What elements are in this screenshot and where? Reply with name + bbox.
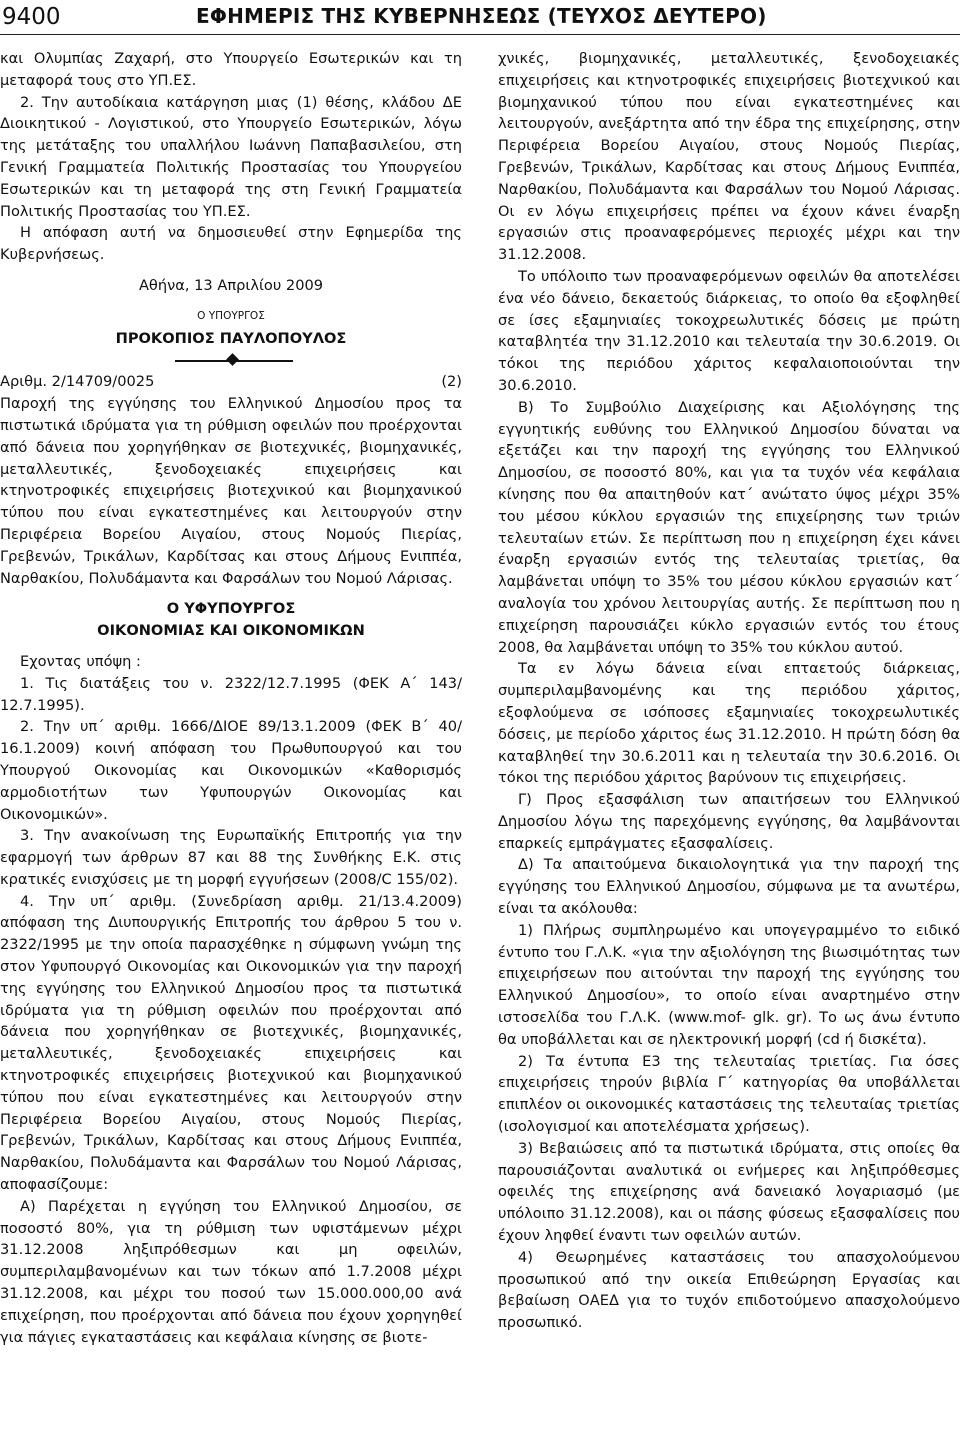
issuer-line-1: Ο ΥΦΥΠΟΥΡΓΟΣ — [166, 600, 296, 618]
considering-heading: Εχοντας υπόψη : — [20, 652, 141, 670]
right-paragraph-2: Το υπόλοιπο των προαναφερόμενων οφειλών θα αποτελέσει ένα νέο δάνειο, δεκαετούς διάρκειας, το οποίο θα εξοφληθεί σε ίσες εξαμηνιαίες τοκοχρεωλυτικές δόσεις με πρώτη καταβλητέα την 31.12.2010 και τελευταία την 30.6.2019. Οι τόκοι της περιόδου χάριτος κεφαλαιοποιούνται την 30.6.2010. — [498, 267, 960, 394]
issuer-line-2: ΟΙΚΟΝΟΜΙΑΣ ΚΑΙ ΟΙΚΟΝΟΜΙΚΩΝ — [97, 622, 365, 640]
considering-item-3: 3. Την ανακοίνωση της Ευρωπαϊκής Επιτροπής για την εφαρμογή των άρθρων 87 και 88 της Συνθήκης Ε.Κ. στις κρατικές ενισχύσεις με τη μορφή εγγυήσεων (2008/C 155/02). — [0, 827, 462, 888]
page-number: 9400 — [2, 4, 61, 30]
considering-item-1: 1. Τις διατάξεις του ν. 2322/12.7.1995 (ΦΕΚ Α΄ 143/ 12.7.1995). — [0, 674, 462, 714]
right-paragraph-9: 3) Βεβαιώσεις από τα πιστωτικά ιδρύματα, στις οποίες θα παρουσιάζονται αναλυτικά οι ενήμερες και ληξιπρόθεσμες οφειλές της επιχείρησης ανά δανειακό λογαριασμό (με υπόλοιπο 31.12.2008), και οι πάσης φύσεως εξασφαλίσεις που έχουν ληφθεί έναντι των οφειλών αυτών. — [498, 1139, 960, 1245]
left-paragraph-3: Η απόφαση αυτή να δημοσιευθεί στην Εφημερίδα της Κυβερνήσεως. — [0, 224, 462, 264]
decision-title: Παροχή της εγγύησης του Ελληνικού Δημοσίου προς τα πιστωτικά ιδρύματα για τη ρύθμιση οφειλών που προέρχονται από δάνεια που χορηγήθηκαν σε βιοτεχνικές, βιομηχανικές, μεταλλευτικές, ξενοδοχειακές επιχειρήσεις και κτηνοτροφικές επιχειρήσεις βιοτεχνικού και βιομηχανικού τύπου που είναι εγκατεστημένες και λειτουργούν στην Περιφέρεια Βορείου Αιγαίου, στους Νομούς Πιερίας, Γρεβενών, Τρικάλων, Καρδίτσας και στους Δήμους Ενιππέα, Ναρθακίου, Πολυδάμαντα και Φαρσάλων του Νομού Λάρισας. — [0, 395, 462, 587]
date-place: Αθήνα, 13 Απριλίου 2009 — [138, 276, 324, 294]
decision-number: Αριθμ. 2/14709/0025 — [0, 373, 155, 391]
considering-item-4: 4. Την υπ΄ αριθμ. (Συνεδρίαση αριθμ. 21/13.4.2009) απόφαση της Διυπουργικής Επιτροπής του άρθρου 5 του ν. 2322/1995 με την οποία παρασχέθηκε η σύμφωνη γνώμη της στον Υφυπουργό Οικονομίας και Οικονομικών για την παροχή της εγγύησης του Ελληνικού Δημοσίου προς τα πιστωτικά ιδρύματα για τη ρύθμιση οφειλών που προέρχονται από δάνεια που χορηγήθηκαν σε βιοτεχνικές, βιομηχανικές, μεταλλευτικές, ξενοδοχειακές επιχειρήσεις και κτηνοτροφικές επιχειρήσεις βιοτεχνικού και βιομηχανικού τύπου που είναι εγκατεστημένες και λειτουργούν στην Περιφέρεια Βορείου Αιγαίου, στους Νομούς Πιερίας, Γρεβενών, Τρικάλων, Καρδίτσας και στους Δήμους Ενιππέα, Ναρθακίου, Πολυδάμαντα και Φαρσάλων του Νομού Λάρισας, αποφασίζουμε: — [0, 892, 462, 1194]
diamond-icon — [226, 353, 239, 366]
right-paragraph-3: Β) Το Συμβούλιο Διαχείρισης και Αξιολόγησης της εγγυητικής ευθύνης του Ελληνικού Δημοσίου δύναται να εξετάζει και την παροχή της εγγύησης του Ελληνικού Δημοσίου, σε ποσοστό 80%, και για τα τυχόν νέα κεφάλαια κίνησης που θα απαιτηθούν κατ΄ ανώτατο ύψος μέχρι 35% του μέσου κύκλου εργασιών της επιχείρησης των τριών τελευταίων ετών. Σε περίπτωση που η επιχείρηση έχει κάνει έναρξη εργασιών εντός της τελευταίας τριετίας, θα λαμβάνεται υπόψη το 35% του μέσου κύκλου εργασιών κατ΄ αναλογία του χρόνου λειτουργίας αυτής. Σε περίπτωση που η επιχείρηση παρουσιάζει κύκλο εργασιών εντός του έτους 2008, θα λαμβάνεται υπόψη το 35% του κύκλου αυτού. — [498, 398, 960, 656]
right-column — [498, 48, 960, 1334]
left-paragraph-2: 2. Την αυτοδίκαια κατάργηση μιας (1) θέσης, κλάδου ΔΕ Διοικητικού - Λογιστικού, στο Υπουργείο Εσωτερικών, λόγω της μετάταξης του υπαλλήλου Ιωάννη Παπαβασιλείου, στη Γενική Γραμματεία Πολιτικής Προστασίας του Υπουργείου Εσωτερικών και τη μεταφορά της στη Γενική Γραμματεία Πολιτικής Προστασίας του ΥΠ.ΕΣ. — [0, 93, 462, 220]
signer-role: Ο ΥΠΟΥΡΓΟΣ — [197, 309, 265, 322]
decision-ref: (2) — [441, 373, 462, 391]
left-paragraph-1: και Ολυμπίας Ζαχαρή, στο Υπουργείο Εσωτερικών και τη μεταφορά τους στο ΥΠ.ΕΣ. — [0, 50, 462, 89]
journal-title: ΕΦΗΜΕΡΙΣ ΤΗΣ ΚΥΒΕΡΝΗΣΕΩΣ (ΤΕΥΧΟΣ ΔΕΥΤΕΡΟ) — [196, 4, 767, 28]
page-header — [0, 0, 960, 35]
signer-name: ΠΡΟΚΟΠΙΟΣ ΠΑΥΛΟΠΟΥΛΟΣ — [115, 329, 347, 347]
right-paragraph-6: Δ) Τα απαιτούμενα δικαιολογητικά για την παροχή της εγγύησης του Ελληνικού Δημοσίου, σύμφωνα με τα ανωτέρω, είναι τα ακόλουθα: — [498, 856, 960, 918]
right-paragraph-4: Τα εν λόγω δάνεια είναι επταετούς διάρκειας, συμπεριλαμβανομένης και της περιόδου χάριτος, εξοφλούμενα σε ισόποσες εξαμηνιαίες τοκοχρεωλυτικές δόσεις, με περίοδο χάριτος έως 31.12.2010. Η πρώτη δόση θα καταβληθεί την 30.6.2011 και η τελευταία την 30.6.2016. Οι τόκοι της περιόδου χάριτος βαρύνουν τις επιχειρήσεις. — [498, 660, 960, 787]
right-paragraph-1: χνικές, βιομηχανικές, μεταλλευτικές, ξενοδοχειακές επιχειρήσεις και κτηνοτροφικές επιχειρήσεις βιοτεχνικού και βιομηχανικού τύπου που είναι εγκατεστημένες και λειτουργούν, ανεξάρτητα από την έδρα της επιχείρησης, στην Περιφέρεια Βορείου Αιγαίου, στους Νομούς Πιερίας, Γρεβενών, Τρικάλων, Καρδίτσας και στους Δήμους Ενιππέα, Ναρθακίου, Πολυδάμαντα και Φαρσάλων του Νομού Λάρισας. Οι εν λόγω επιχειρήσεις πρέπει να έχουν κάνει έναρξη εργασιών στις προαναφερόμενες περιοχές μέχρι και την 31.12.2008. — [498, 50, 960, 264]
right-paragraph-5: Γ) Προς εξασφάλιση των απαιτήσεων του Ελληνικού Δημοσίου λόγω της παρεχόμενης εγγύησης, θα λαμβάνονται επαρκείς εμπράγματες εξασφαλίσεις. — [498, 791, 960, 852]
considering-item-2: 2. Την υπ΄ αριθμ. 1666/ΔΙΟΕ 89/13.1.2009 (ΦΕΚ Β΄ 40/ 16.1.2009) κοινή απόφαση του Πρωθυπουργού και του Υπουργού Οικονομίας και Οικονομικών «Καθορισμός αρμοδιοτήτων των Υφυπουργών Οικονομίας και Οικονομικών». — [0, 718, 462, 823]
right-paragraph-8: 2) Τα έντυπα Ε3 της τελευταίας τριετίας. Για όσες επιχειρήσεις τηρούν βιβλία Γ΄ κατηγορίας θα υποβάλλεται επιπλέον οι οικονομικές καταστάσεις της τελευταίας τριετίας (ισολογισμοί και αποτελέσματα χρήσεως). — [498, 1052, 960, 1136]
right-paragraph-7: 1) Πλήρως συμπληρωμένο και υπογεγραμμένο το ειδικό έντυπο του Γ.Λ.Κ. «για την αξιολόγηση της βιωσιμότητας των επιχειρήσεων που αιτούνται την παροχή της εγγύησης του Ελληνικού Δημοσίου», το οποίο είναι αναρτημένο στην ιστοσελίδα του Γ.Λ.Κ. (www.mof- glk. gr). Το ως άνω έντυπο θα υποβάλλεται και σε ηλεκτρονική μορφή (cd ή δισκέτα). — [498, 921, 960, 1048]
decision-number-line — [0, 371, 462, 393]
right-paragraph-10: 4) Θεωρημένες καταστάσεις του απασχολούμενου προσωπικού από την οικεία Επιθεώρηση Εργασίας και βεβαίωση ΟΑΕΔ για το τυχόν επιδοτούμενο απασχολούμενο προσωπικό. — [498, 1248, 960, 1332]
left-column — [0, 48, 462, 1348]
decision-a: Α) Παρέχεται η εγγύηση του Ελληνικού Δημοσίου, σε ποσοστό 80%, για τη ρύθμιση των υφιστάμενων μέχρι 31.12.2008 ληξιπρόθεσμων και μη οφειλών, συμπεριλαμβανομένων και των τόκων από 1.7.2008 μέχρι 31.12.2008, και μέχρι του ποσού των 15.000.000,00 ανά επιχείρηση, που προέρχονται από δάνεια που έχουν χορηγηθεί για πάγιες εγκαταστάσεις και κεφάλαια κίνησης σε βιοτε- — [0, 1197, 462, 1346]
section-separator — [0, 352, 462, 368]
